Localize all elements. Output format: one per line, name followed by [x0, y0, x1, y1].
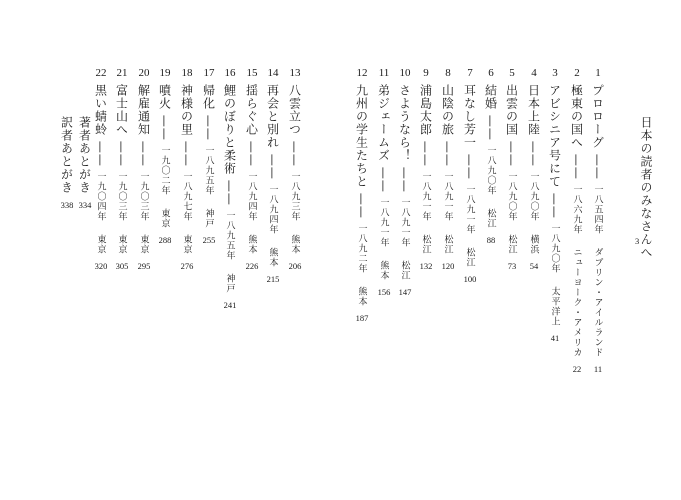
chapter-year: 一九〇三年: [116, 171, 127, 222]
dash: ——: [136, 136, 151, 172]
chapter-year: 一八九一年: [378, 197, 389, 248]
chapter-title: 富士山へ: [114, 84, 129, 136]
toc-entry[interactable]: [374, 66, 394, 297]
dash: ——: [504, 136, 519, 172]
chapter-place: 東京: [95, 234, 106, 255]
afterword-title: 訳者あとがき: [59, 116, 74, 194]
chapter-number: 5: [509, 67, 515, 79]
chapter-number: 17: [203, 67, 215, 79]
spacer: [201, 196, 218, 209]
dash: ——: [244, 136, 259, 172]
toc-entry[interactable]: [112, 66, 132, 271]
spacer: [569, 235, 586, 248]
chapter-page-number: 226: [245, 260, 259, 271]
spacer: [354, 274, 371, 287]
chapter-number: 11: [378, 67, 390, 79]
chapter-title: 耳なし芳一: [462, 84, 477, 149]
chapter-line: [547, 84, 564, 327]
toc-entry[interactable]: [567, 66, 587, 374]
chapter-number: 21: [116, 67, 128, 79]
spacer: [157, 196, 174, 209]
chapter-place: 熊本: [289, 234, 300, 255]
chapter-number: 15: [246, 67, 258, 79]
dash: ——: [397, 162, 412, 198]
chapter-place: 太平洋上: [549, 286, 560, 327]
toc-entry[interactable]: [199, 66, 219, 245]
chapter-title: 揺らぐ心: [244, 84, 259, 136]
spacer: [222, 261, 239, 274]
chapter-year: 一八九一年: [399, 197, 410, 248]
chapter-line: [136, 84, 153, 255]
dash: ——: [590, 149, 605, 185]
chapter-place: 東京: [116, 234, 127, 255]
chapter-place: 松江: [420, 234, 431, 255]
spacer: [244, 222, 261, 235]
chapter-place: 東京: [138, 234, 149, 255]
chapter-title: 再会と別れ: [265, 84, 280, 149]
chapter-title: 浦島太郎: [418, 84, 433, 136]
chapter-number: 9: [423, 67, 429, 79]
afterword-title: 著者あとがき: [77, 116, 92, 194]
chapter-place: 神戸: [224, 273, 235, 294]
chapter-line: [93, 84, 110, 255]
heading-title: 日本の読者のみなさんへ: [639, 116, 653, 259]
chapter-line: [244, 84, 261, 255]
chapter-year: 一八九二年: [356, 223, 367, 274]
afterword-page-number: 334: [78, 200, 92, 210]
chapter-place: 熊本: [246, 234, 257, 255]
chapter-line: [222, 84, 239, 294]
chapter-page-number: 73: [507, 260, 517, 271]
chapter-place: ニューヨーク・アメリカ: [571, 247, 582, 358]
chapter-page-number: 241: [223, 299, 237, 310]
dash: ——: [201, 110, 216, 146]
toc-entry[interactable]: [524, 66, 544, 271]
chapter-number: 2: [574, 67, 580, 79]
dash: ——: [440, 136, 455, 172]
chapter-place: 東京: [159, 208, 170, 229]
spacer: [93, 222, 110, 235]
chapter-number: 7: [467, 67, 473, 79]
chapter-line: [201, 84, 218, 229]
chapter-year: 一八九〇年: [549, 223, 560, 274]
chapter-line: [504, 84, 521, 255]
afterword-entry[interactable]: [57, 116, 77, 210]
chapter-page-number: 132: [419, 260, 433, 271]
chapter-year: 一八九一年: [464, 184, 475, 235]
chapter-page-number: 276: [180, 260, 194, 271]
spacer: [179, 222, 196, 235]
toc-entry[interactable]: [285, 66, 305, 271]
spacer: [547, 274, 564, 287]
chapter-page-number: 295: [137, 260, 151, 271]
chapter-title: アビシニア号にて: [547, 84, 562, 188]
dash: ——: [376, 162, 391, 198]
spacer: [287, 222, 304, 235]
chapter-place: 東京: [181, 234, 192, 255]
toc-entry[interactable]: [438, 66, 458, 271]
chapter-number: 19: [159, 67, 171, 79]
chapter-title: 黒い蜻蛉: [93, 84, 108, 136]
dash: ——: [179, 136, 194, 172]
chapter-year: 一八九一年: [442, 171, 453, 222]
chapter-page-number: 88: [486, 234, 496, 245]
toc-entry[interactable]: [460, 66, 480, 284]
chapter-page-number: 255: [202, 234, 216, 245]
chapter-line: [569, 84, 586, 358]
chapter-line: [265, 84, 282, 268]
chapter-title: 弟ジェームズ: [376, 84, 391, 162]
chapter-year: 一八六九年: [571, 184, 582, 235]
chapter-place: 松江: [399, 260, 410, 281]
chapter-title: 日本上陸: [526, 84, 541, 136]
dash: ——: [157, 110, 172, 146]
dash: ——: [547, 188, 562, 224]
chapter-number: 4: [531, 67, 537, 79]
chapter-title: 神様の里: [179, 84, 194, 136]
dash: ——: [265, 149, 280, 185]
dash: ——: [222, 175, 237, 211]
toc-entry[interactable]: [481, 66, 501, 245]
chapter-number: 13: [289, 67, 301, 79]
dash: ——: [354, 188, 369, 224]
chapter-title: 出雲の国: [504, 84, 519, 136]
chapter-year: 一八九一年: [420, 171, 431, 222]
toc-entry[interactable]: [177, 66, 197, 271]
dash: ——: [462, 149, 477, 185]
chapter-number: 6: [488, 67, 494, 79]
toc-entry[interactable]: [588, 66, 608, 374]
chapter-year: 一八九〇年: [528, 171, 539, 222]
chapter-year: 一九〇三年: [138, 171, 149, 222]
chapter-title: 鯉のぼりと柔術: [222, 84, 237, 175]
chapter-line: [114, 84, 131, 255]
toc-entry[interactable]: [242, 66, 262, 271]
chapter-page-number: 147: [398, 286, 412, 297]
dash: ——: [93, 136, 108, 172]
chapter-page-number: 11: [593, 363, 603, 374]
chapter-title: 極東の国へ: [569, 84, 584, 149]
chapter-page-number: 41: [550, 332, 560, 343]
chapter-line: [287, 84, 304, 255]
spacer: [462, 235, 479, 248]
chapter-place: ダブリン・アイルランド: [592, 247, 603, 358]
chapter-place: 松江: [485, 208, 496, 229]
spacer: [440, 222, 457, 235]
dash: ——: [418, 136, 433, 172]
toc-entry[interactable]: [263, 66, 283, 284]
chapter-title: プロローグ: [590, 84, 605, 149]
dash: ——: [114, 136, 129, 172]
chapter-year: 一八九三年: [289, 171, 300, 222]
chapter-page-number: 288: [158, 234, 172, 245]
chapter-page-number: 320: [94, 260, 108, 271]
chapter-number: 10: [399, 67, 411, 79]
chapter-year: 一九〇二年: [159, 145, 170, 196]
afterword-entry[interactable]: [75, 116, 95, 210]
chapter-number: 1: [595, 67, 601, 79]
chapter-number: 22: [95, 67, 107, 79]
chapter-line: [462, 84, 479, 268]
chapter-line: [179, 84, 196, 255]
chapter-number: 14: [267, 67, 279, 79]
chapter-place: 松江: [464, 247, 475, 268]
chapter-year: 一八九四年: [267, 184, 278, 235]
spacer: [136, 222, 153, 235]
chapter-line: [526, 84, 543, 255]
chapter-year: 一八五四年: [592, 184, 603, 235]
chapter-line: [418, 84, 435, 255]
chapter-line: [376, 84, 393, 281]
chapter-page-number: 22: [572, 363, 582, 374]
chapter-page-number: 206: [288, 260, 302, 271]
chapter-place: 横浜: [528, 234, 539, 255]
dash: ——: [287, 136, 302, 172]
spacer: [504, 222, 521, 235]
toc-entry[interactable]: [352, 66, 372, 323]
toc-entry[interactable]: [134, 66, 154, 271]
chapter-place: 熊本: [356, 286, 367, 307]
chapter-year: 一八九五年: [203, 145, 214, 196]
chapter-line: [397, 84, 414, 281]
chapter-place: 熊本: [378, 260, 389, 281]
dash: ——: [569, 149, 584, 185]
toc-entry[interactable]: [502, 66, 522, 271]
chapter-year: 一八九七年: [181, 171, 192, 222]
toc-entry[interactable]: [155, 66, 175, 245]
chapter-line: [354, 84, 371, 307]
chapter-title: 結婚: [483, 84, 498, 110]
dash: ——: [526, 136, 541, 172]
spacer: [418, 222, 435, 235]
spacer: [483, 196, 500, 209]
spacer: [526, 222, 543, 235]
chapter-page-number: 215: [266, 273, 280, 284]
chapter-number: 3: [552, 67, 558, 79]
chapter-line: [440, 84, 457, 255]
chapter-place: 神戸: [203, 208, 214, 229]
heading-page-number: 3: [635, 236, 640, 246]
chapter-number: 12: [356, 67, 368, 79]
chapter-place: 松江: [506, 234, 517, 255]
chapter-title: 噴火: [157, 84, 172, 110]
chapter-year: 一八九〇年: [506, 171, 517, 222]
chapter-title: 八雲立つ: [287, 84, 302, 136]
toc-entry[interactable]: [545, 66, 565, 343]
chapter-year: 一八九四年: [246, 171, 257, 222]
chapter-page-number: 187: [355, 312, 369, 323]
chapter-number: 18: [181, 67, 193, 79]
chapter-title: 帰化: [201, 84, 216, 110]
chapter-line: [590, 84, 607, 358]
chapter-page-number: 156: [377, 286, 391, 297]
chapter-place: 熊本: [267, 247, 278, 268]
spacer: [590, 235, 607, 248]
chapter-title: 解雇通知: [136, 84, 151, 136]
chapter-number: 16: [224, 67, 236, 79]
chapter-year: 一九〇四年: [95, 171, 106, 222]
chapter-line: [157, 84, 174, 229]
toc-entry[interactable]: [220, 66, 240, 310]
chapter-title: さようなら！: [397, 84, 412, 162]
chapter-page-number: 100: [463, 273, 477, 284]
chapter-number: 8: [445, 67, 451, 79]
toc-entry[interactable]: [416, 66, 436, 271]
spacer: [114, 222, 131, 235]
spacer: [376, 248, 393, 261]
dash: ——: [483, 110, 498, 146]
chapter-year: 一八九五年: [224, 210, 235, 261]
chapter-page-number: 305: [115, 260, 129, 271]
spacer: [265, 235, 282, 248]
afterword-page-number: 338: [60, 200, 74, 210]
chapter-year: 一八九〇年: [485, 145, 496, 196]
toc-entry[interactable]: [395, 66, 415, 297]
chapter-line: [483, 84, 500, 229]
chapter-page-number: 54: [529, 260, 539, 271]
chapter-title: 九州の学生たちと: [354, 84, 369, 188]
chapter-place: 松江: [442, 234, 453, 255]
chapter-number: 20: [138, 67, 150, 79]
chapter-title: 山陰の旅: [440, 84, 455, 136]
spacer: [397, 248, 414, 261]
chapter-page-number: 120: [441, 260, 455, 271]
